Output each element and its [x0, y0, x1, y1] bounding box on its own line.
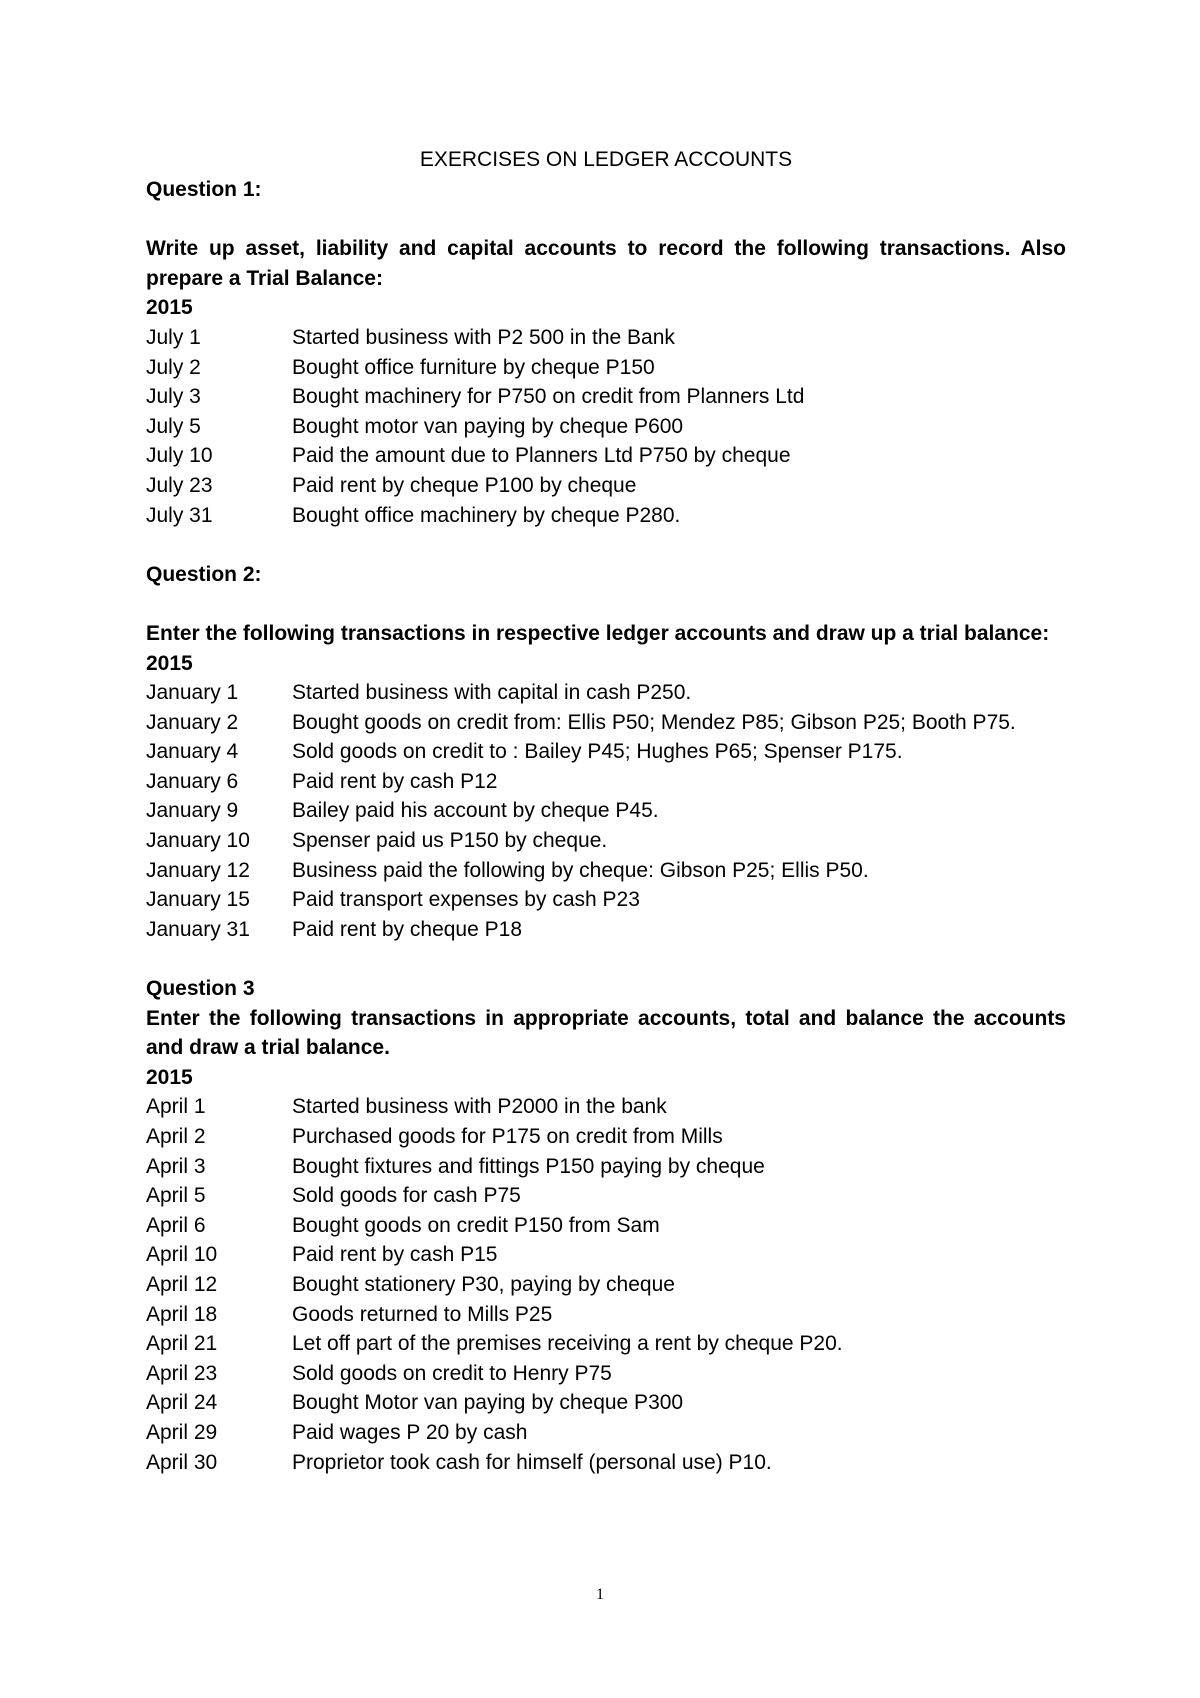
question-heading: Question 3 [146, 977, 255, 1001]
transaction-row [146, 1211, 1066, 1241]
transaction-description: Sold goods on credit to Henry P75 [292, 1361, 612, 1385]
transaction-description: Bought fixtures and fittings P150 paying by cheque [292, 1154, 765, 1178]
transaction-description: Paid rent by cash P12 [292, 769, 498, 793]
transaction-date: January 1 [146, 681, 239, 705]
transaction-description: Bought stationery P30, paying by cheque [292, 1272, 675, 1296]
transaction-date: April 10 [146, 1243, 218, 1267]
transaction-row [146, 678, 1066, 708]
transaction-description: Proprietor took cash for himself (personal use) P10. [292, 1450, 772, 1474]
transaction-row [146, 1152, 1066, 1182]
transaction-description: Goods returned to Mills P25 [292, 1302, 553, 1326]
transaction-description: Spenser paid us P150 by cheque. [292, 829, 608, 853]
transaction-description: Bought machinery for P750 on credit from Planners Ltd [292, 385, 805, 409]
transaction-row [146, 737, 1066, 767]
spacer [146, 589, 1066, 619]
transaction-date: April 29 [146, 1420, 218, 1444]
transaction-description: Bought Motor van paying by cheque P300 [292, 1391, 684, 1415]
transaction-description: Sold goods on credit to : Bailey P45; Hughes P65; Spenser P175. [292, 740, 903, 764]
transaction-row [146, 826, 1066, 856]
transaction-description: Bought office machinery by cheque P280. [292, 503, 681, 527]
spacer [146, 944, 1066, 974]
transaction-date: July 10 [146, 444, 213, 468]
transaction-description: Started business with capital in cash P250. [292, 681, 692, 705]
transaction-date: April 2 [146, 1125, 206, 1148]
question-instruction: Write up asset, liability and capital accounts to record the following transactions. Also prepare a Trial Balance: [146, 237, 1066, 290]
transaction-list [146, 323, 1066, 530]
transaction-date: April 24 [146, 1391, 218, 1415]
transaction-row [146, 1388, 1066, 1418]
transaction-date: April 12 [146, 1272, 218, 1296]
spacer [146, 530, 1066, 560]
transaction-row [146, 1240, 1066, 1270]
transaction-row [146, 323, 1066, 353]
transaction-row [146, 441, 1066, 471]
transaction-date: January 9 [146, 799, 239, 823]
transaction-date: July 1 [146, 325, 201, 349]
transaction-row [146, 501, 1066, 531]
transaction-date: January 6 [146, 769, 239, 793]
transaction-row [146, 1092, 1066, 1122]
transaction-row [146, 471, 1066, 501]
transaction-date: July 31 [146, 503, 213, 527]
transaction-row [146, 353, 1066, 383]
page-content [146, 145, 1066, 1477]
year-label: 2015 [146, 296, 193, 320]
transaction-description: Bought motor van paying by cheque P600 [292, 414, 684, 438]
question-3 [146, 974, 1066, 1477]
transaction-date: April 1 [146, 1095, 206, 1119]
transaction-description: Paid wages P 20 by cash [292, 1420, 528, 1444]
transaction-row [146, 856, 1066, 886]
transaction-date: July 5 [146, 414, 201, 438]
transaction-description: Paid rent by cheque P18 [292, 917, 522, 941]
transaction-row [146, 1300, 1066, 1330]
transaction-date: January 4 [146, 740, 239, 764]
transaction-row [146, 1270, 1066, 1300]
question-heading: Question 1: [146, 178, 262, 201]
transaction-description: Paid transport expenses by cash P23 [292, 888, 640, 912]
transaction-date: January 2 [146, 710, 239, 734]
question-2 [146, 560, 1066, 945]
transaction-date: April 23 [146, 1361, 218, 1385]
transaction-row [146, 767, 1066, 797]
transaction-description: Business paid the following by cheque: Gibson P25; Ellis P50. [292, 858, 869, 882]
year-label: 2015 [146, 1065, 193, 1089]
transaction-row [146, 1181, 1066, 1211]
transaction-description: Paid rent by cheque P100 by cheque [292, 473, 637, 497]
transaction-description: Sold goods for cash P75 [292, 1184, 521, 1208]
spacer [146, 205, 1066, 235]
transaction-row [146, 1329, 1066, 1359]
question-1 [146, 175, 1066, 530]
document-title: EXERCISES ON LEDGER ACCOUNTS [419, 148, 793, 171]
transaction-row [146, 796, 1066, 826]
transaction-row [146, 1418, 1066, 1448]
transaction-date: April 21 [146, 1332, 218, 1356]
transaction-row [146, 1448, 1066, 1478]
transaction-row [146, 885, 1066, 915]
transaction-description: Bought goods on credit P150 from Sam [292, 1213, 660, 1237]
transaction-row [146, 382, 1066, 412]
transaction-date: April 5 [146, 1184, 206, 1208]
page-number: 1 [596, 1586, 604, 1603]
transaction-list [146, 678, 1066, 944]
transaction-row [146, 1122, 1066, 1152]
transaction-date: July 23 [146, 473, 213, 497]
transaction-description: Paid the amount due to Planners Ltd P750 by cheque [292, 444, 791, 468]
question-instruction: Enter the following transactions in respective ledger accounts and draw up a trial balance: [146, 621, 1050, 645]
question-heading: Question 2: [146, 562, 262, 586]
transaction-description: Started business with P2000 in the bank [292, 1095, 667, 1119]
transaction-description: Paid rent by cash P15 [292, 1243, 498, 1267]
transaction-description: Started business with P2 500 in the Bank [292, 325, 675, 349]
transaction-date: April 18 [146, 1302, 218, 1326]
transaction-description: Bought goods on credit from: Ellis P50; Mendez P85; Gibson P25; Booth P75. [292, 710, 1016, 734]
transaction-date: April 3 [146, 1154, 206, 1178]
transaction-date: January 12 [146, 858, 250, 882]
transaction-list [146, 1092, 1066, 1477]
transaction-date: July 2 [146, 355, 201, 379]
year-label: 2015 [146, 651, 193, 675]
transaction-date: April 30 [146, 1450, 218, 1474]
transaction-description: Purchased goods for P175 on credit from Mills [292, 1125, 723, 1148]
transaction-date: January 31 [146, 917, 250, 941]
transaction-row [146, 412, 1066, 442]
transaction-row [146, 708, 1066, 738]
transaction-description: Bought office furniture by cheque P150 [292, 355, 655, 379]
transaction-row [146, 915, 1066, 945]
transaction-date: January 15 [146, 888, 250, 912]
transaction-description: Let off part of the premises receiving a rent by cheque P20. [292, 1332, 843, 1356]
question-instruction: Enter the following transactions in appropriate accounts, total and balance the accounts and draw a trial balance. [146, 1006, 1066, 1060]
transaction-date: July 3 [146, 385, 201, 409]
transaction-row [146, 1359, 1066, 1389]
transaction-date: January 10 [146, 829, 250, 853]
transaction-date: April 6 [146, 1213, 206, 1237]
transaction-description: Bailey paid his account by cheque P45. [292, 799, 659, 823]
